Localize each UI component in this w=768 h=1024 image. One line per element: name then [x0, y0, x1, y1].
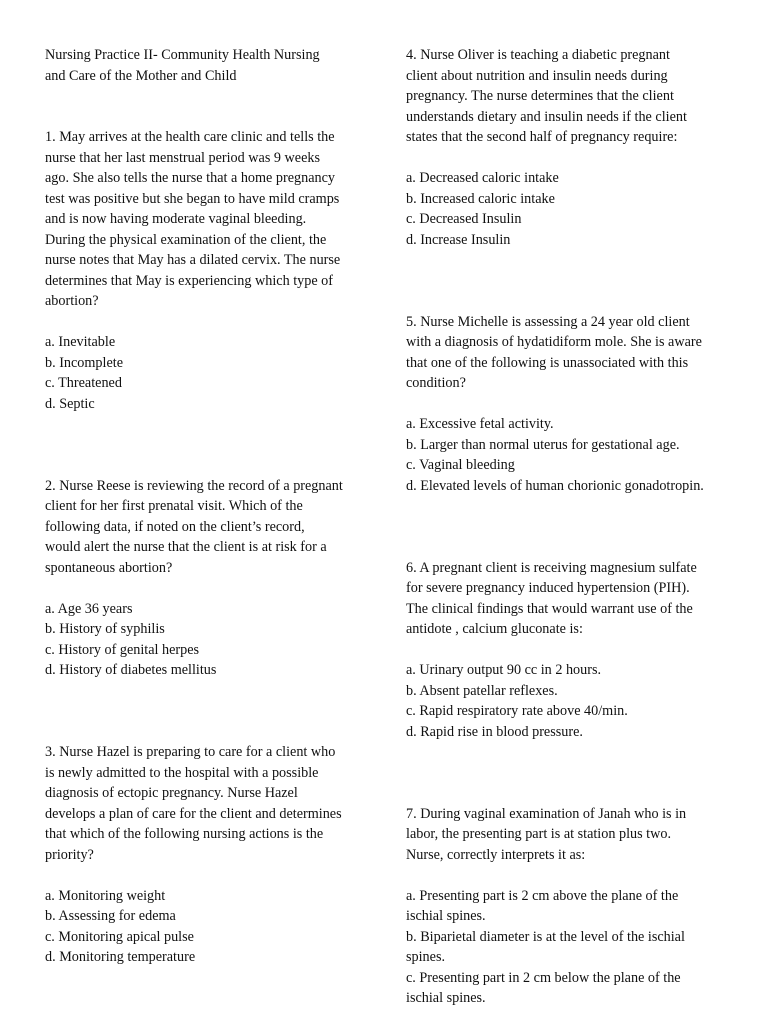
question-4 [406, 45, 728, 250]
stem-line: for severe pregnancy induced hypertension (PIH). [406, 580, 690, 596]
option-d: d. Increase Insulin [406, 231, 511, 248]
option-c: c. Decreased Insulin [406, 211, 522, 227]
stem-line: following data, if noted on the client’s record, [45, 518, 305, 535]
stem-line: spontaneous abortion? [45, 559, 173, 576]
stem-line: 1. May arrives at the health care clinic and tells the [45, 129, 335, 145]
spacer [45, 681, 365, 743]
option-b: b. Larger than normal uterus for gestational age. [406, 436, 680, 453]
option-d: d. Septic [45, 395, 95, 412]
stem-line: develops a plan of care for the client and determines [45, 805, 342, 822]
option-a: a. Inevitable [45, 334, 116, 350]
spacer [45, 86, 365, 127]
question-stem [406, 804, 728, 866]
option-a: a. Presenting part is 2 cm above the plane of the [406, 887, 679, 904]
title-line: Nursing Practice II- Community Health Nursing [45, 47, 320, 63]
stem-line: antidote , calcium gluconate is: [406, 621, 583, 637]
stem-line: The clinical findings that would warrant use of the [406, 600, 693, 617]
stem-line: 7. During vaginal examination of Janah who is in [406, 805, 687, 822]
stem-line: nurse that her last menstrual period was 9 weeks [45, 149, 321, 166]
stem-line: that one of the following is unassociated with this [406, 354, 689, 371]
option-c: c. Vaginal bleeding [406, 457, 515, 473]
question-stem [406, 45, 728, 148]
stem-line: understands dietary and insulin needs if the client [406, 108, 687, 125]
option-c: c. Monitoring apical pulse [45, 928, 194, 945]
spacer [406, 742, 728, 804]
stem-line: 6. A pregnant client is receiving magnesium sulfate [406, 559, 697, 576]
option-b: b. Biparietal diameter is at the level of the ischial [406, 928, 685, 945]
stem-line: with a diagnosis of hydatidiform mole. She is aware [406, 334, 702, 350]
stem-line: client for her first prenatal visit. Which of the [45, 498, 303, 514]
spacer [406, 496, 728, 558]
stem-line: client about nutrition and insulin needs during [406, 67, 668, 84]
left-column [45, 45, 365, 968]
spacer [406, 250, 728, 312]
stem-line: is newly admitted to the hospital with a possible [45, 764, 319, 781]
stem-line: 2. Nurse Reese is reviewing the record of a pregnant [45, 477, 343, 494]
answer-options [45, 599, 365, 681]
option-a: a. Age 36 years [45, 600, 133, 617]
question-stem [406, 558, 728, 640]
stem-line: would alert the nurse that the client is at risk for a [45, 539, 327, 555]
option-d: d. History of diabetes mellitus [45, 662, 217, 678]
stem-line: and is now having moderate vaginal bleeding. [45, 211, 307, 227]
answer-options [45, 332, 365, 414]
option-b-continued: spines. [406, 949, 446, 965]
option-c: c. Presenting part in 2 cm below the plane of the [406, 969, 681, 986]
answer-options [406, 660, 728, 742]
answer-options [406, 168, 728, 250]
question-3 [45, 742, 365, 968]
stem-line: ago. She also tells the nurse that a home pregnancy [45, 170, 335, 186]
question-stem [406, 312, 728, 394]
answer-options [45, 886, 365, 968]
option-d: d. Rapid rise in blood pressure. [406, 723, 583, 740]
title-line: and Care of the Mother and Child [45, 67, 237, 84]
document-title [45, 45, 365, 86]
question-7 [406, 804, 728, 1009]
question-stem [45, 742, 365, 865]
question-1 [45, 127, 365, 414]
stem-line: labor, the presenting part is at station plus two. [406, 826, 672, 842]
stem-line: that which of the following nursing actions is the [45, 826, 324, 842]
option-c-continued: ischial spines. [406, 990, 486, 1006]
stem-line: diagnosis of ectopic pregnancy. Nurse Hazel [45, 785, 298, 801]
question-stem [45, 127, 365, 312]
option-d: d. Monitoring temperature [45, 949, 196, 965]
option-d: d. Elevated levels of human chorionic gonadotropin. [406, 477, 704, 494]
answer-options [406, 414, 728, 496]
option-a: a. Decreased caloric intake [406, 170, 559, 186]
stem-line: priority? [45, 846, 94, 863]
stem-line: test was positive but she began to have mild cramps [45, 190, 340, 207]
option-b: b. Increased caloric intake [406, 190, 555, 207]
option-a: a. Urinary output 90 cc in 2 hours. [406, 662, 602, 678]
option-b: b. Absent patellar reflexes. [406, 682, 558, 699]
option-b: b. History of syphilis [45, 621, 165, 637]
question-6 [406, 558, 728, 743]
question-stem [45, 476, 365, 579]
stem-line: states that the second half of pregnancy require: [406, 129, 678, 145]
stem-line: nurse notes that May has a dilated cervix. The nurse [45, 252, 341, 268]
stem-line: 4. Nurse Oliver is teaching a diabetic pregnant [406, 47, 670, 63]
stem-line: pregnancy. The nurse determines that the client [406, 88, 674, 104]
option-a-continued: ischial spines. [406, 908, 486, 924]
option-c: c. Rapid respiratory rate above 40/min. [406, 703, 628, 719]
option-b: b. Incomplete [45, 354, 124, 371]
answer-options [406, 886, 728, 1009]
stem-line: abortion? [45, 293, 99, 309]
option-a: a. Excessive fetal activity. [406, 416, 554, 432]
option-b: b. Assessing for edema [45, 908, 176, 924]
stem-line: determines that May is experiencing which type of [45, 272, 333, 289]
stem-line: condition? [406, 375, 466, 391]
question-2 [45, 476, 365, 681]
right-column [406, 45, 728, 1009]
spacer [45, 414, 365, 476]
option-a: a. Monitoring weight [45, 887, 166, 904]
option-c: c. Threatened [45, 375, 122, 391]
stem-line: 5. Nurse Michelle is assessing a 24 year old client [406, 313, 690, 330]
option-c: c. History of genital herpes [45, 641, 200, 658]
stem-line: Nurse, correctly interprets it as: [406, 846, 586, 863]
stem-line: 3. Nurse Hazel is preparing to care for a client who [45, 744, 336, 760]
question-5 [406, 312, 728, 497]
stem-line: During the physical examination of the client, the [45, 231, 327, 248]
